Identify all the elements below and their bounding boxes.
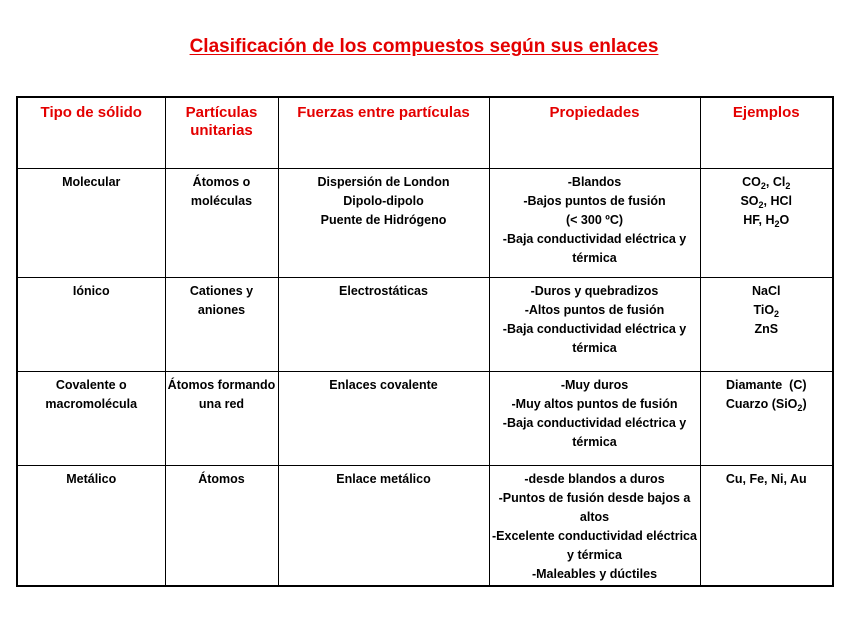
table-row: [17, 277, 833, 371]
cell-particulas: Átomos: [165, 465, 278, 586]
propiedad-item: -Baja conductividad eléctrica y térmica: [502, 231, 687, 265]
page-title: Clasificación de los compuestos según sus enlaces: [189, 36, 659, 57]
propiedad-item: -Altos puntos de fusión: [524, 302, 665, 317]
header-propiedades: Propiedades: [489, 97, 700, 168]
table-header-row: [17, 97, 833, 168]
cell-ejemplos: [700, 465, 833, 586]
propiedad-item: -Excelente conductividad eléctrica y térmica: [492, 528, 697, 562]
propiedad-item: -desde blandos a duros: [524, 471, 665, 486]
cell-particulas: Cationes y aniones: [165, 277, 278, 371]
cell-fuerzas: [278, 465, 489, 586]
cell-tipo: Metálico: [17, 465, 165, 586]
ejemplo-item: $SO_2$, HCl: [740, 193, 793, 210]
cell-ejemplos: [700, 168, 833, 277]
propiedad-item: -Baja conductividad eléctrica y térmica: [502, 415, 687, 449]
propiedad-item: -Baja conductividad eléctrica y térmica: [502, 321, 687, 355]
ejemplo-item: Cuarzo (SiO$_2$): [725, 396, 807, 413]
header-tipo: Tipo de sólido: [17, 97, 165, 168]
fuerza-item: Dipolo-dipolo: [343, 193, 424, 208]
fuerza-item: Enlaces covalente: [329, 377, 438, 392]
cell-fuerzas: [278, 371, 489, 465]
propiedad-item: -Maleables y dúctiles: [531, 566, 658, 581]
cell-tipo: Iónico: [17, 277, 165, 371]
cell-tipo: Covalente o macromolécula: [17, 371, 165, 465]
cell-propiedades: [489, 465, 700, 586]
table-row: [17, 371, 833, 465]
header-fuerzas: Fuerzas entre partículas: [278, 97, 489, 168]
cell-propiedades: [489, 371, 700, 465]
cell-ejemplos: [700, 277, 833, 371]
cell-ejemplos: [700, 371, 833, 465]
fuerza-item: Electrostáticas: [339, 283, 428, 298]
propiedad-item: -Muy duros: [560, 377, 629, 392]
propiedad-item: -Duros y quebradizos: [530, 283, 659, 298]
table-row: [17, 465, 833, 586]
fuerza-item: Puente de Hidrógeno: [320, 212, 447, 227]
ejemplo-item: Cu, Fe, Ni, Au: [725, 471, 807, 486]
propiedad-item: -Bajos puntos de fusión: [523, 193, 666, 208]
propiedad-item: (< 300 ºC): [565, 212, 624, 227]
header-ejemplos: Ejemplos: [700, 97, 833, 168]
table-row: [17, 168, 833, 277]
cell-propiedades: [489, 168, 700, 277]
cell-tipo: Molecular: [17, 168, 165, 277]
ejemplo-item: $CO_2$, $Cl_2$: [742, 174, 791, 191]
cell-particulas: Átomos formando una red: [165, 371, 278, 465]
propiedad-item: -Muy altos puntos de fusión: [511, 396, 678, 411]
fuerza-item: Enlace metálico: [336, 471, 431, 486]
fuerza-item: Dispersión de London: [317, 174, 450, 189]
propiedad-item: -Puntos de fusión desde bajos a altos: [498, 490, 691, 524]
ejemplo-item: HF, $H_2O$: [743, 212, 790, 229]
header-particulas: Partículas unitarias: [165, 97, 278, 168]
ejemplo-item: NaCl: [752, 283, 781, 298]
propiedad-item: -Blandos: [567, 174, 622, 189]
cell-particulas: Átomos o moléculas: [165, 168, 278, 277]
ejemplo-item: Diamante (C): [725, 377, 807, 392]
ejemplo-item: TiO$_2$: [753, 302, 780, 319]
cell-fuerzas: [278, 168, 489, 277]
cell-fuerzas: [278, 277, 489, 371]
classification-table: [16, 96, 834, 587]
ejemplo-item: ZnS: [754, 321, 779, 336]
cell-propiedades: [489, 277, 700, 371]
